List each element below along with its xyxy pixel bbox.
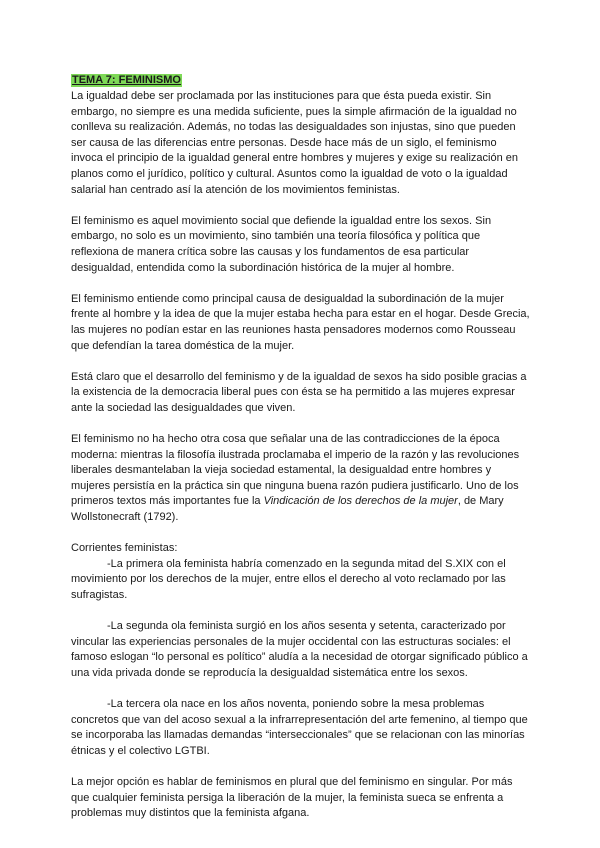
paragraph-causes: El feminismo entiende como principal causa de desigualdad la subordinación de la mujer frente al hombre y la idea de que la mujer estaba hecha para estar en el hogar. Desde Grecia, las mujeres no podían estar en las reuniones hasta pensadores modernos como Rousseau que defendían la tarea doméstica de la mujer. bbox=[71, 292, 530, 352]
currents-heading: Corrientes feministas: bbox=[71, 542, 178, 555]
paragraph-conclusion: La mejor opción es hablar de feminismos en plural que del feminismo en singular. Por más que cualquier feminista persiga la liberación de la mujer, la feminista sueca se enfrenta a problemas muy distintos que la feminista afgana. bbox=[71, 776, 513, 820]
modernity-text-end: , de Mary Wollstonecraft (1792). bbox=[71, 495, 504, 524]
page-title: TEMA 7: FEMINISMO bbox=[72, 74, 181, 86]
paragraph-definition: El feminismo es aquel movimiento social que defiende la igualdad entre los sexos. Sin embargo, no solo es un movimiento, sino también una teoría filosófica y política que reflexiona de manera crítica sobre las causas y los fundamentos de esa particular desigualdad, entendida como la subordinación histórica de la mujer al hombre. bbox=[71, 214, 492, 274]
third-wave-item: -La tercera ola nace en los años noventa, poniendo sobre la mesa problemas concretos que van del acoso sexual a la infrarrepresentación del arte femenino, al tiempo que se incorporaba las llamadas demandas “interseccionales” que se relacionan con las minorías étnicas y el colectivo LGTBI. bbox=[71, 698, 528, 757]
paragraph-spacer bbox=[71, 276, 530, 292]
paragraph-democracy: Está claro que el desarrollo del feminismo y de la igualdad de sexos ha sido posible gracias a la existencia de la democracia liberal pues con ésta se ha permitido a las mujeres expresar ante la sociedad las desigualdades que viven. bbox=[71, 370, 527, 414]
paragraph-modernity bbox=[71, 432, 530, 526]
second-wave-item: -La segunda ola feminista surgió en los años sesenta y setenta, caracterizado por vincular las experiencias personales de la mujer occidental con las estructuras sociales: el famoso eslogan “lo personal es político” aludía a la necesidad de otorgar significado público a una vida privada donde se reproducía la desigualdad sistemática entre los sexos. bbox=[71, 620, 528, 679]
book-title: Vindicación de los derechos de la mujer bbox=[263, 495, 458, 508]
paragraph-spacer bbox=[71, 526, 530, 542]
paragraph-spacer bbox=[71, 354, 530, 370]
paragraph-intro: La igualdad debe ser proclamada por las instituciones para que ésta pueda existir. Sin embargo, no siempre es una medida suficiente, pues la simple afirmación de la igualdad no conlleva su realización. Además, no todas las desigualdades son injustas, sino que pueden ser causa de las diferencias entre personas. Desde hace más de un siglo, el feminismo invoca el principio de la igualdad general entre hombres y mujeres y exige su realización en planos como el jurídico, político y cultural. Asuntos como la igualdad de voto o la igualdad salarial han centrado así la atención de los movimientos feministas. bbox=[71, 90, 518, 196]
paragraph-spacer bbox=[71, 682, 530, 698]
first-wave-item: -La primera ola feminista habría comenzado en la segunda mitad del S.XIX con el movimiento por los derechos de la mujer, entre ellos el derecho al voto reclamado por las sufragistas. bbox=[71, 557, 506, 601]
paragraph-spacer bbox=[71, 760, 530, 776]
paragraph-spacer bbox=[71, 416, 530, 432]
paragraph-spacer bbox=[71, 198, 530, 214]
modernity-text-start: El feminismo no ha hecho otra cosa que señalar una de las contradicciones de la época moderna: mientras la filosofía ilustrada proclamaba el imperio de la razón y las revoluciones liberales desmantelaban la vieja sociedad estamental, la desigualdad entre hombres y mujeres persistía en la práctica sin que ninguna buena razón pudiera justificarlo. Uno de los primeros textos más importantes fue la bbox=[71, 433, 520, 508]
paragraph-spacer bbox=[71, 604, 530, 620]
